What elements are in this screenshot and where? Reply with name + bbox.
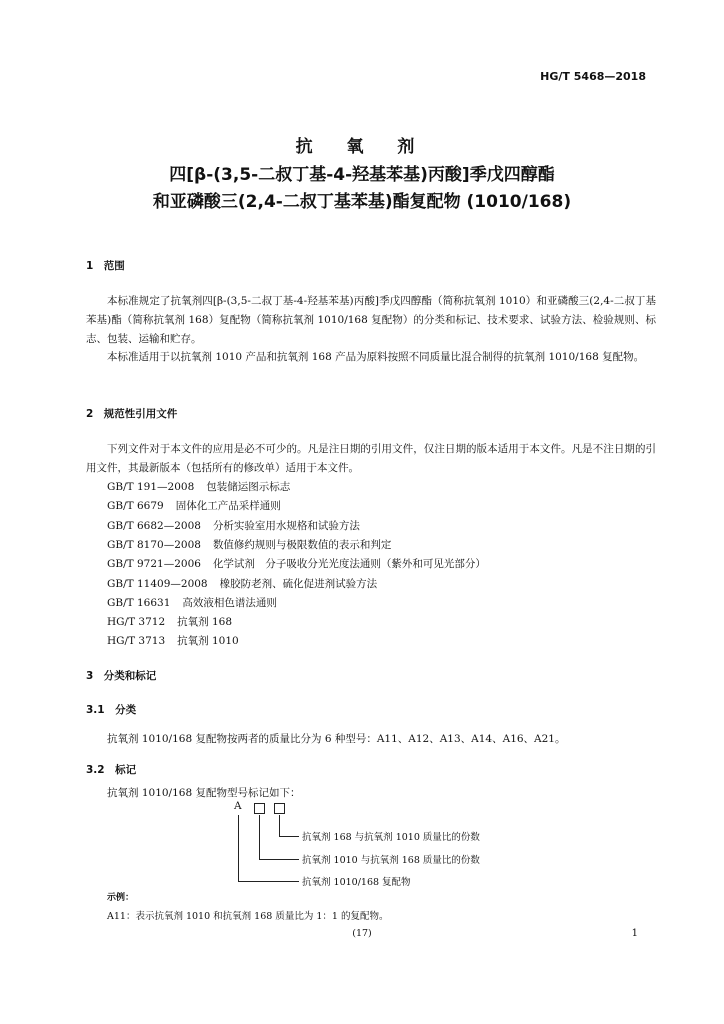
section-3-1-text: 抗氧剂 1010/168 复配物按两者的质量比分为 6 种型号：A11、A12、A13、A14、A16、A21。 — [107, 733, 566, 745]
reference-title: 固体化工产品采样通则 — [175, 500, 281, 513]
section-2-heading: 2 规范性引用文件 — [86, 408, 178, 420]
reference-title: 抗氧剂 1010 — [177, 635, 239, 648]
diagram-label-3: 抗氧剂 1010/168 复配物 — [302, 877, 411, 888]
connector-line-2-h — [259, 859, 299, 860]
section-3-1-heading: 3.1 分类 — [86, 704, 137, 716]
marking-diagram — [230, 800, 550, 890]
reference-code: GB/T 6679 — [107, 500, 164, 513]
example-label: 示例： — [107, 893, 135, 903]
reference-title: 抗氧剂 168 — [177, 616, 233, 629]
reference-title: 高效液相色谱法通则 — [182, 596, 277, 609]
example-text: A11：表示抗氧剂 1010 和抗氧剂 168 质量比为 1：1 的复配物。 — [107, 911, 389, 922]
section-3-heading: 3 分类和标记 — [86, 670, 157, 682]
reference-item — [107, 537, 391, 552]
title-line-3: 和亚磷酸三(2,4-二叔丁基苯基)酯复配物 (1010/168) — [152, 192, 572, 212]
reference-code: GB/T 9721—2006 — [107, 558, 201, 571]
title-line-2: 四[β-(3,5-二叔丁基-4-羟基苯基)丙酸]季戊四醇酯 — [169, 165, 555, 185]
reference-item — [107, 633, 239, 648]
diagram-label-1: 抗氧剂 168 与抗氧剂 1010 质量比的份数 — [302, 832, 480, 843]
section-3-2-text: 抗氧剂 1010/168 复配物型号标记如下： — [107, 787, 301, 799]
page-number-right: 1 — [631, 928, 638, 939]
diagram-label-2: 抗氧剂 1010 与抗氧剂 168 质量比的份数 — [302, 855, 480, 866]
reference-title: 分析实验室用水规格和试验方法 — [212, 519, 360, 532]
reference-item — [107, 498, 281, 513]
section-1-paragraph-2: 本标准适用于以抗氧剂 1010 产品和抗氧剂 168 产品为原料按照不同质量比混合制得的抗氧剂 1010/168 复配物。 — [107, 351, 645, 363]
reference-item — [107, 576, 377, 591]
reference-item — [107, 614, 232, 629]
reference-title: 橡胶防老剂、硫化促进剂试验方法 — [219, 577, 378, 590]
reference-code: HG/T 3712 — [107, 616, 166, 629]
section-3-2-heading: 3.2 标记 — [86, 764, 137, 776]
reference-code: GB/T 16631 — [107, 596, 171, 609]
reference-item — [107, 479, 290, 494]
reference-title: 化学试剂 分子吸收分光光度法通则（紫外和可见光部分） — [212, 558, 486, 571]
reference-title: 数值修约规则与极限数值的表示和判定 — [212, 538, 392, 551]
section-1-heading: 1 范围 — [86, 260, 125, 272]
section-2-paragraph: 下列文件对于本文件的应用是必不可少的。凡是注日期的引用文件，仅注日期的版本适用于本文件。凡是不注日期的引用文件，其最新版本（包括所有的修改单）适用于本文件。 — [86, 443, 656, 474]
reference-title: 包装储运图示标志 — [206, 481, 291, 493]
reference-code: GB/T 6682—2008 — [107, 519, 201, 532]
reference-code: HG/T 3713 — [107, 635, 166, 648]
section-1-paragraph-1: 本标准规定了抗氧剂四[β-(3,5-二叔丁基-4-羟基苯基)丙酸]季戊四醇酯（简称抗氧剂 1010）和亚磷酸三(2,4-二叔丁基苯基)酯（简称抗氧剂 168）复配物（简称抗氧剂 1010/168 复配物）的分类和标记、技术要求、试验方法、检验规则、标志、包装、运输和贮存。 — [86, 295, 656, 345]
title-line-1: 抗 氧 剂 — [295, 137, 429, 157]
reference-code: GB/T 8170—2008 — [107, 538, 201, 551]
reference-item — [107, 556, 486, 571]
diagram-box-1 — [254, 803, 265, 814]
connector-line-3-h — [238, 881, 299, 882]
page-number-center: (17) — [352, 928, 372, 939]
diagram-letter: A — [234, 800, 242, 812]
reference-code: GB/T 191—2008 — [107, 481, 195, 493]
standard-number: HG/T 5468—2018 — [540, 70, 646, 83]
connector-line-1 — [279, 815, 280, 836]
connector-line-2 — [259, 815, 260, 859]
reference-item — [107, 518, 360, 533]
connector-line-1-h — [279, 836, 299, 837]
reference-item — [107, 595, 277, 610]
diagram-box-2 — [274, 803, 285, 814]
connector-line-3 — [238, 815, 239, 881]
reference-code: GB/T 11409—2008 — [107, 577, 208, 590]
